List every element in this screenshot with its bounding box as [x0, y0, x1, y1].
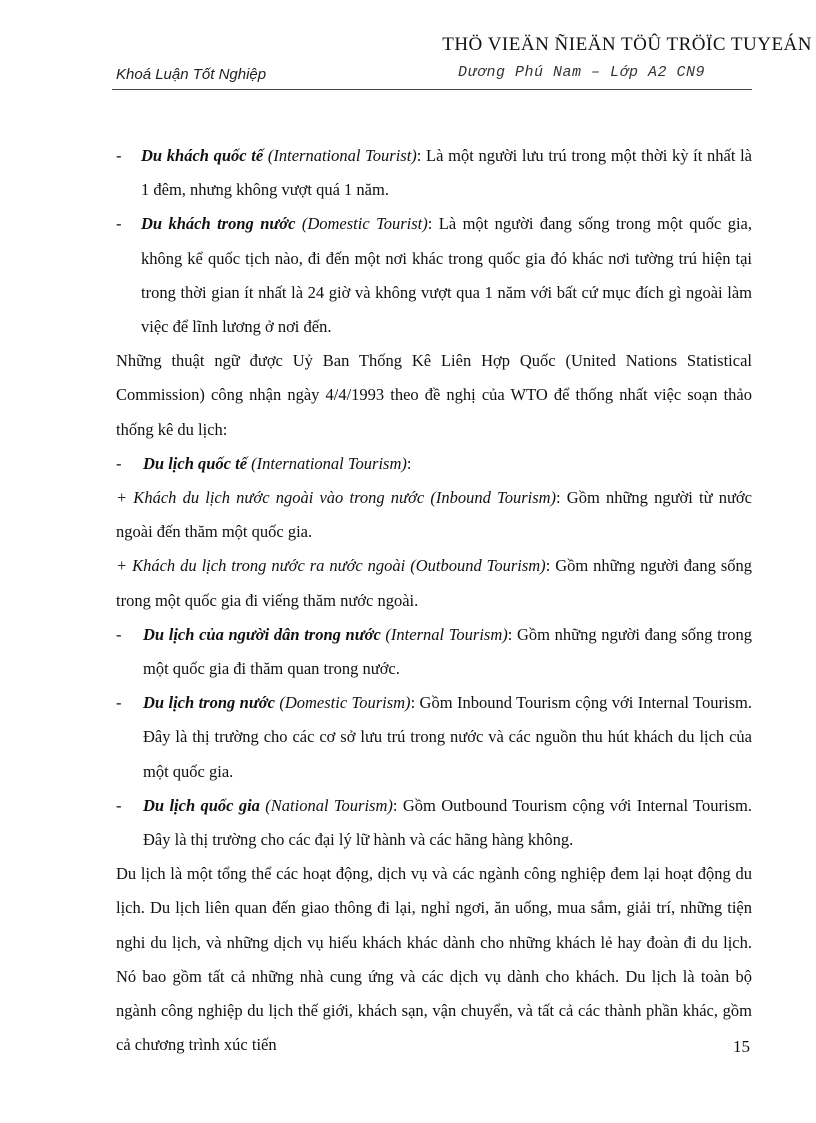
bullet-dash: - [116, 453, 122, 473]
paragraph-terminology: Những thuật ngữ được Uỷ Ban Thống Kê Liên Hợp Quốc (United Nations Statistical Commission) công nhận ngày 4/4/1993 theo đề nghị của WTO để thống nhất việc soạn thảo thống kê du lịch: [116, 351, 752, 439]
sub-item-outbound [116, 549, 752, 617]
bullet-international-tourist [116, 139, 752, 207]
bullet-domestic-tourism [116, 686, 752, 789]
term-english: (International Tourist) [263, 146, 417, 165]
header-left-title: Khoá Luận Tốt Nghiệp [116, 66, 267, 83]
term: Du khách trong nước [141, 214, 296, 234]
header-divider [112, 89, 752, 90]
term: Du lịch trong nước [143, 693, 275, 713]
paragraph-tourism-definition: Du lịch là một tổng thể các hoạt động, dịch vụ và các ngành công nghiệp đem lại hoạt động du lịch. Du lịch liên quan đến giao thông đi lại, nghỉ ngơi, ăn uống, mua sắm, giải trí, những tiện nghi du lịch, và những dịch vụ hiếu khách khác dành cho những khách lẻ hay đoàn đi du lịch. Nó bao gồm tất cả những nhà cung ứng và các dịch vụ dành cho khách. Du lịch là toàn bộ ngành công nghiệp du lịch thế giới, khách sạn, vận chuyển, và tất cả các thành phần khác, gồm cả chương trình xúc tiến [116, 864, 752, 1055]
page-number: 15 [733, 1037, 750, 1056]
sub-item-label: + Khách du lịch trong nước ra nước ngoài (Outbound Tourism) [116, 556, 546, 576]
sub-item-text: : Gồm những người từ nước ngoài đến thăm một quốc gia. [116, 488, 752, 542]
term: Du lịch quốc gia [143, 795, 260, 815]
bullet-national-tourism [116, 789, 752, 857]
definition: : Là một người đang sống trong một quốc gia, không kể quốc tịch nào, đi đến một nơi khác trong quốc gia đó khác nơi tường trú hiện tại trong thời gian ít nhất là 24 giờ và không vượt qua 1 năm với bất cứ mục đích gì ngoài làm việc để lĩnh lương ở nơi đến. [141, 214, 752, 337]
bullet-domestic-tourist [116, 207, 752, 344]
definition: : Gồm những người đang sống trong một quốc gia đi thăm quan trong nước. [143, 624, 753, 679]
bullet-dash: - [116, 693, 122, 713]
term: Du lịch quốc tế [143, 453, 248, 473]
bullet-international-tourism [116, 447, 752, 481]
header-right-author: Dương Phú Nam – Lớp A2 CN9 [458, 64, 706, 81]
bullet-dash: - [116, 624, 122, 644]
definition: : Gồm Outbound Tourism cộng với Internal Tourism. Đây là thị trường cho các đại lý lữ hành và các hãng hàng không. [143, 795, 752, 850]
bullet-dash: - [116, 795, 122, 815]
document-body [116, 139, 752, 1062]
sub-item-text: : Gồm những người đang sống trong một quốc gia đi viếng thăm nước ngoài. [116, 556, 752, 610]
bullet-dash: - [116, 214, 122, 234]
sub-item-inbound [116, 481, 752, 549]
term-english: (International Tourism) [247, 453, 407, 473]
sub-item-label: + Khách du lịch nước ngoài vào trong nước (Inbound Tourism) [116, 488, 557, 508]
term-english: (Domestic Tourist) [295, 214, 428, 234]
definition: : [406, 453, 412, 473]
bullet-internal-tourism [116, 618, 752, 686]
term: Du khách quốc tế [141, 146, 264, 165]
bullet-dash: - [116, 146, 122, 165]
term: Du lịch của người dân trong nước [143, 624, 381, 644]
term-english: (Internal Tourism) [380, 624, 508, 644]
watermark-text: THÖ VIEÄN ÑIEÄN TÖÛ TRÖÏC TUYEÁN [442, 34, 812, 55]
definition: : Là một người lưu trú trong một thời kỳ ít nhất là 1 đêm, nhưng không vượt quá 1 năm. [141, 146, 752, 200]
term-english: (Domestic Tourism) [274, 693, 411, 713]
definition: : Gồm Inbound Tourism cộng với Internal Tourism. Đây là thị trường cho các cơ sở lưu trú trong nước và các nguồn thu hút khách du lịch của một quốc gia. [143, 693, 753, 781]
term-english: (National Tourism) [259, 795, 393, 815]
